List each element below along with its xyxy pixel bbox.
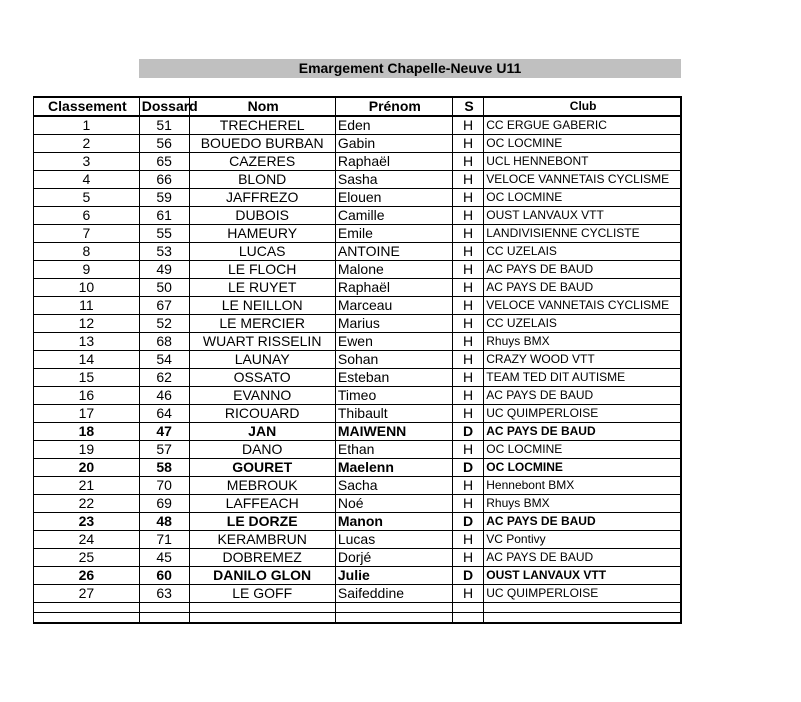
cell-club: OC LOCMINE [484,135,681,153]
cell-dossard: 54 [139,351,189,369]
cell-prenom: Sohan [335,351,452,369]
empty-row [34,613,682,624]
cell-s: H [452,297,484,315]
cell-club: OC LOCMINE [484,459,681,477]
cell-dossard: 56 [139,135,189,153]
cell-nom: JAN [189,423,335,441]
cell-s: H [452,387,484,405]
cell-club: OC LOCMINE [484,441,681,459]
empty-cell [335,603,452,613]
header-s: S [452,97,484,116]
table-row [34,171,682,189]
cell-classement: 20 [34,459,140,477]
cell-classement: 22 [34,495,140,513]
empty-cell [139,603,189,613]
empty-cell [139,613,189,624]
cell-classement: 12 [34,315,140,333]
cell-s: H [452,279,484,297]
cell-prenom: Dorjé [335,549,452,567]
cell-s: H [452,477,484,495]
table-row [34,297,682,315]
empty-cell [452,603,484,613]
cell-prenom: Saifeddine [335,585,452,603]
cell-dossard: 53 [139,243,189,261]
cell-prenom: Timeo [335,387,452,405]
cell-nom: WUART RISSELIN [189,333,335,351]
header-dossard: Dossard [139,97,189,116]
cell-club: CC UZELAIS [484,315,681,333]
cell-dossard: 66 [139,171,189,189]
cell-dossard: 70 [139,477,189,495]
cell-s: H [452,261,484,279]
header-club: Club [484,97,681,116]
cell-nom: LUCAS [189,243,335,261]
empty-cell [34,613,140,624]
empty-cell [189,603,335,613]
cell-club: AC PAYS DE BAUD [484,549,681,567]
cell-prenom: Marceau [335,297,452,315]
header-row [34,97,682,116]
cell-classement: 19 [34,441,140,459]
cell-prenom: Marius [335,315,452,333]
cell-s: H [452,171,484,189]
cell-dossard: 57 [139,441,189,459]
cell-nom: DANILO GLON [189,567,335,585]
cell-classement: 2 [34,135,140,153]
cell-nom: DUBOIS [189,207,335,225]
cell-nom: TRECHEREL [189,116,335,135]
cell-dossard: 63 [139,585,189,603]
cell-prenom: Elouen [335,189,452,207]
table-row [34,333,682,351]
cell-dossard: 48 [139,513,189,531]
cell-nom: LAFFEACH [189,495,335,513]
cell-dossard: 69 [139,495,189,513]
empty-cell [335,613,452,624]
cell-club: VELOCE VANNETAIS CYCLISME [484,297,681,315]
cell-s: H [452,243,484,261]
table-row [34,351,682,369]
cell-prenom: Maelenn [335,459,452,477]
cell-prenom: Raphaël [335,153,452,171]
table-row [34,423,682,441]
cell-prenom: ANTOINE [335,243,452,261]
cell-s: D [452,459,484,477]
header-classement: Classement [34,97,140,116]
cell-prenom: Manon [335,513,452,531]
cell-s: D [452,423,484,441]
cell-club: UC QUIMPERLOISE [484,585,681,603]
table-row [34,153,682,171]
empty-cell [484,613,681,624]
cell-classement: 13 [34,333,140,351]
table-row [34,261,682,279]
table-row [34,189,682,207]
cell-prenom: Malone [335,261,452,279]
cell-club: UCL HENNEBONT [484,153,681,171]
cell-club: Rhuys BMX [484,333,681,351]
cell-prenom: Emile [335,225,452,243]
cell-classement: 15 [34,369,140,387]
cell-dossard: 59 [139,189,189,207]
cell-classement: 4 [34,171,140,189]
table-row [34,135,682,153]
cell-prenom: Sacha [335,477,452,495]
document-title: Emargement Chapelle-Neuve U11 [139,59,681,78]
cell-club: AC PAYS DE BAUD [484,261,681,279]
cell-classement: 9 [34,261,140,279]
cell-nom: LE FLOCH [189,261,335,279]
cell-prenom: Lucas [335,531,452,549]
table-row [34,405,682,423]
cell-s: D [452,567,484,585]
cell-club: LANDIVISIENNE CYCLISTE [484,225,681,243]
cell-dossard: 55 [139,225,189,243]
cell-dossard: 61 [139,207,189,225]
empty-cell [484,603,681,613]
table-row [34,315,682,333]
table-row [34,459,682,477]
cell-nom: LE MERCIER [189,315,335,333]
table-row [34,477,682,495]
cell-s: H [452,531,484,549]
cell-s: H [452,585,484,603]
cell-nom: HAMEURY [189,225,335,243]
cell-classement: 1 [34,116,140,135]
cell-club: CRAZY WOOD VTT [484,351,681,369]
table-row [34,387,682,405]
cell-s: H [452,405,484,423]
empty-cell [189,613,335,624]
cell-s: H [452,225,484,243]
cell-club: AC PAYS DE BAUD [484,387,681,405]
cell-nom: LE RUYET [189,279,335,297]
cell-prenom: Camille [335,207,452,225]
table-row [34,279,682,297]
cell-classement: 14 [34,351,140,369]
cell-nom: EVANNO [189,387,335,405]
empty-cell [34,603,140,613]
cell-nom: DOBREMEZ [189,549,335,567]
cell-dossard: 68 [139,333,189,351]
cell-dossard: 60 [139,567,189,585]
cell-club: CC ERGUE GABERIC [484,116,681,135]
cell-dossard: 64 [139,405,189,423]
cell-dossard: 51 [139,116,189,135]
cell-nom: LE DORZE [189,513,335,531]
cell-prenom: Raphaël [335,279,452,297]
cell-classement: 27 [34,585,140,603]
cell-classement: 10 [34,279,140,297]
cell-dossard: 49 [139,261,189,279]
cell-nom: BOUEDO BURBAN [189,135,335,153]
table-row [34,549,682,567]
cell-classement: 16 [34,387,140,405]
cell-club: TEAM TED DIT AUTISME [484,369,681,387]
table-row [34,116,682,135]
cell-nom: OSSATO [189,369,335,387]
cell-classement: 23 [34,513,140,531]
cell-club: OUST LANVAUX VTT [484,207,681,225]
cell-prenom: Eden [335,116,452,135]
cell-nom: KERAMBRUN [189,531,335,549]
table-row [34,369,682,387]
table-row [34,531,682,549]
cell-s: H [452,135,484,153]
cell-dossard: 65 [139,153,189,171]
table-row [34,567,682,585]
cell-club: CC UZELAIS [484,243,681,261]
empty-row [34,603,682,613]
cell-club: VC Pontivy [484,531,681,549]
table-row [34,513,682,531]
cell-s: D [452,513,484,531]
cell-classement: 25 [34,549,140,567]
cell-club: Hennebont BMX [484,477,681,495]
table-row [34,585,682,603]
cell-prenom: Sasha [335,171,452,189]
cell-club: UC QUIMPERLOISE [484,405,681,423]
cell-dossard: 71 [139,531,189,549]
cell-classement: 24 [34,531,140,549]
header-nom: Nom [189,97,335,116]
cell-s: H [452,441,484,459]
cell-prenom: MAIWENN [335,423,452,441]
cell-prenom: Ewen [335,333,452,351]
cell-club: AC PAYS DE BAUD [484,279,681,297]
cell-club: AC PAYS DE BAUD [484,513,681,531]
cell-classement: 21 [34,477,140,495]
results-table [33,96,682,624]
cell-s: H [452,495,484,513]
cell-club: OUST LANVAUX VTT [484,567,681,585]
table-row [34,225,682,243]
table-row [34,243,682,261]
cell-s: H [452,315,484,333]
cell-nom: RICOUARD [189,405,335,423]
cell-s: H [452,549,484,567]
cell-prenom: Thibault [335,405,452,423]
cell-dossard: 67 [139,297,189,315]
cell-dossard: 47 [139,423,189,441]
cell-dossard: 46 [139,387,189,405]
cell-nom: GOURET [189,459,335,477]
cell-prenom: Gabin [335,135,452,153]
cell-classement: 26 [34,567,140,585]
cell-prenom: Julie [335,567,452,585]
cell-s: H [452,333,484,351]
cell-prenom: Noé [335,495,452,513]
empty-cell [452,613,484,624]
cell-s: H [452,153,484,171]
cell-dossard: 45 [139,549,189,567]
cell-classement: 5 [34,189,140,207]
cell-classement: 7 [34,225,140,243]
cell-club: AC PAYS DE BAUD [484,423,681,441]
cell-club: OC LOCMINE [484,189,681,207]
cell-classement: 17 [34,405,140,423]
cell-nom: LAUNAY [189,351,335,369]
cell-classement: 18 [34,423,140,441]
table-row [34,207,682,225]
cell-club: VELOCE VANNETAIS CYCLISME [484,171,681,189]
cell-dossard: 52 [139,315,189,333]
cell-prenom: Esteban [335,369,452,387]
cell-dossard: 58 [139,459,189,477]
cell-nom: DANO [189,441,335,459]
cell-s: H [452,207,484,225]
cell-nom: JAFFREZO [189,189,335,207]
cell-s: H [452,189,484,207]
cell-classement: 3 [34,153,140,171]
cell-s: H [452,369,484,387]
cell-dossard: 62 [139,369,189,387]
cell-prenom: Ethan [335,441,452,459]
cell-nom: LE NEILLON [189,297,335,315]
header-prenom: Prénom [335,97,452,116]
table-row [34,441,682,459]
table-row [34,495,682,513]
cell-nom: CAZERES [189,153,335,171]
cell-classement: 6 [34,207,140,225]
cell-nom: BLOND [189,171,335,189]
cell-nom: MEBROUK [189,477,335,495]
cell-classement: 8 [34,243,140,261]
cell-dossard: 50 [139,279,189,297]
cell-s: H [452,116,484,135]
cell-club: Rhuys BMX [484,495,681,513]
cell-s: H [452,351,484,369]
cell-nom: LE GOFF [189,585,335,603]
cell-classement: 11 [34,297,140,315]
